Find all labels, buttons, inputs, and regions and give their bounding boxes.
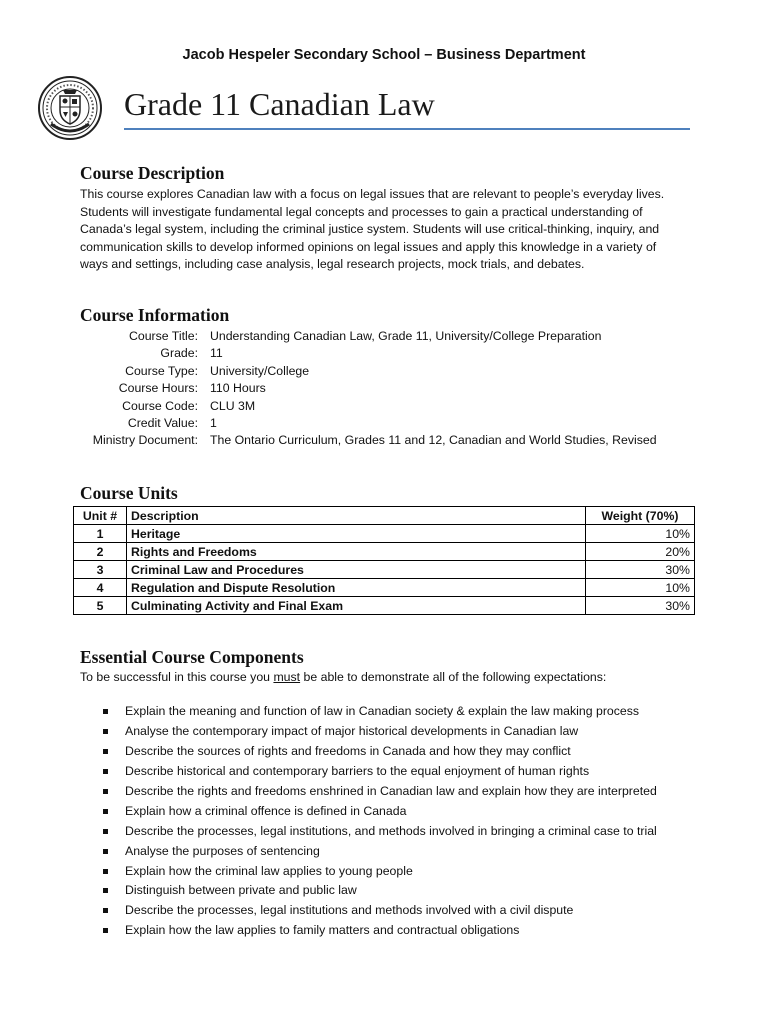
info-label: Credit Value: <box>127 415 198 430</box>
unit-description: Heritage <box>127 525 586 543</box>
list-item <box>100 722 657 742</box>
info-value: 110 Hours <box>210 381 266 396</box>
table-header-row <box>74 507 695 525</box>
school-department-header: Jacob Hespeler Secondary School – Business Department <box>182 47 586 63</box>
list-item-text: Analyse the contemporary impact of major historical developments in Canadian law <box>125 723 579 738</box>
column-header-weight: Weight (70%) <box>586 507 695 525</box>
list-item <box>100 862 657 882</box>
table-row <box>74 561 695 579</box>
column-header-unit: Unit # <box>74 507 127 525</box>
unit-weight: 10% <box>586 525 695 543</box>
table-row <box>74 525 695 543</box>
list-item-text: Explain how the law applies to family matters and contractual obligations <box>125 923 520 938</box>
bullet-icon <box>103 928 108 933</box>
bullet-icon <box>103 888 108 893</box>
info-value: 1 <box>210 415 217 430</box>
list-item-text: Analyse the purposes of sentencing <box>125 843 320 858</box>
list-item-text: Describe historical and contemporary barriers to the equal enjoyment of human rights <box>125 763 590 778</box>
table-row <box>74 597 695 615</box>
list-item <box>100 842 657 862</box>
intro-emphasis: must <box>273 670 301 684</box>
table-row <box>74 579 695 597</box>
list-item <box>100 901 657 921</box>
expectations-list <box>100 702 657 941</box>
list-item-text: Describe the rights and freedoms enshrined in Canadian law and explain how they are interpreted <box>125 783 657 798</box>
info-row-course-code <box>80 398 657 415</box>
unit-description: Rights and Freedoms <box>127 543 586 561</box>
info-row-course-hours <box>80 380 657 397</box>
bullet-icon <box>103 829 108 834</box>
bullet-icon <box>103 789 108 794</box>
unit-weight: 30% <box>586 561 695 579</box>
column-header-description: Description <box>127 507 586 525</box>
unit-description: Criminal Law and Procedures <box>127 561 586 579</box>
unit-weight: 30% <box>586 597 695 615</box>
unit-weight: 20% <box>586 543 695 561</box>
info-label: Grade: <box>160 346 198 361</box>
unit-number: 1 <box>74 525 127 543</box>
course-description-text: This course explores Canadian law with a focus on legal issues that are relevant to people’s everyday lives. Students will investigate fundamental legal concepts and processes to gain a practical understanding of Canada’s legal system, including the criminal justice system. Students will use critical-thinking, inquiry, and communication skills to develop informed opinions on legal issues and apply this knowledge in a variety of ways and settings, including case analysis, legal research projects, mock trials, and debates. <box>80 187 665 272</box>
bullet-icon <box>103 729 108 734</box>
info-label: Course Hours: <box>118 381 198 396</box>
bullet-icon <box>103 749 108 754</box>
list-item-text: Describe the processes, legal institutions and methods involved with a civil dispute <box>125 903 574 918</box>
info-value: 11 <box>210 346 223 361</box>
table-row <box>74 543 695 561</box>
info-value: CLU 3M <box>210 398 256 413</box>
school-crest-icon <box>37 74 103 142</box>
unit-number: 5 <box>74 597 127 615</box>
course-information-list <box>80 328 657 450</box>
bullet-icon <box>103 769 108 774</box>
list-item-text: Describe the processes, legal institutions, and methods involved in bringing a criminal case to trial <box>125 823 657 838</box>
unit-weight: 10% <box>586 579 695 597</box>
components-intro <box>80 670 606 684</box>
unit-description: Regulation and Dispute Resolution <box>127 579 586 597</box>
list-item <box>100 822 657 842</box>
bullet-icon <box>103 908 108 913</box>
bullet-icon <box>103 809 108 814</box>
list-item <box>100 702 657 722</box>
info-label: Course Type: <box>125 363 198 378</box>
info-value: University/College <box>210 363 310 378</box>
bullet-icon <box>103 849 108 854</box>
list-item <box>100 802 657 822</box>
course-units-heading: Course Units <box>80 483 178 503</box>
intro-text-end: be able to demonstrate all of the following expectations: <box>300 670 607 684</box>
unit-number: 4 <box>74 579 127 597</box>
list-item-text: Describe the sources of rights and freedoms in Canada and how they may conflict <box>125 743 571 758</box>
info-value: Understanding Canadian Law, Grade 11, University/College Preparation <box>210 329 602 343</box>
unit-number: 2 <box>74 543 127 561</box>
list-item <box>100 782 657 802</box>
list-item-text: Explain how the criminal law applies to young people <box>125 863 413 878</box>
list-item-text: Explain how a criminal offence is defined in Canada <box>125 803 407 818</box>
info-row-ministry-document <box>80 432 657 449</box>
info-label: Course Title: <box>128 329 198 343</box>
info-label: Course Code: <box>122 398 198 413</box>
essential-components-heading: Essential Course Components <box>80 647 304 667</box>
list-item <box>100 762 657 782</box>
list-item-text: Distinguish between private and public law <box>125 883 357 898</box>
course-description-heading: Course Description <box>80 163 225 183</box>
course-units-table <box>73 506 695 615</box>
bullet-icon <box>103 709 108 714</box>
bullet-icon <box>103 869 108 874</box>
list-item <box>100 881 657 901</box>
course-information-heading: Course Information <box>80 305 230 325</box>
list-item-text: Explain the meaning and function of law in Canadian society & explain the law making process <box>125 704 640 718</box>
info-value: The Ontario Curriculum, Grades 11 and 12, Canadian and World Studies, Revised <box>210 433 657 448</box>
intro-text-start: To be successful in this course you <box>80 670 274 684</box>
unit-number: 3 <box>74 561 127 579</box>
info-row-course-type <box>80 363 657 380</box>
info-row-credit-value <box>80 415 657 432</box>
title-divider <box>124 128 690 130</box>
list-item <box>100 742 657 762</box>
page-title: Grade 11 Canadian Law <box>124 86 435 122</box>
unit-description: Culminating Activity and Final Exam <box>127 597 586 615</box>
info-row-grade <box>80 345 657 362</box>
info-row-course-title <box>80 328 657 345</box>
info-label: Ministry Document: <box>92 433 198 448</box>
list-item <box>100 921 657 941</box>
